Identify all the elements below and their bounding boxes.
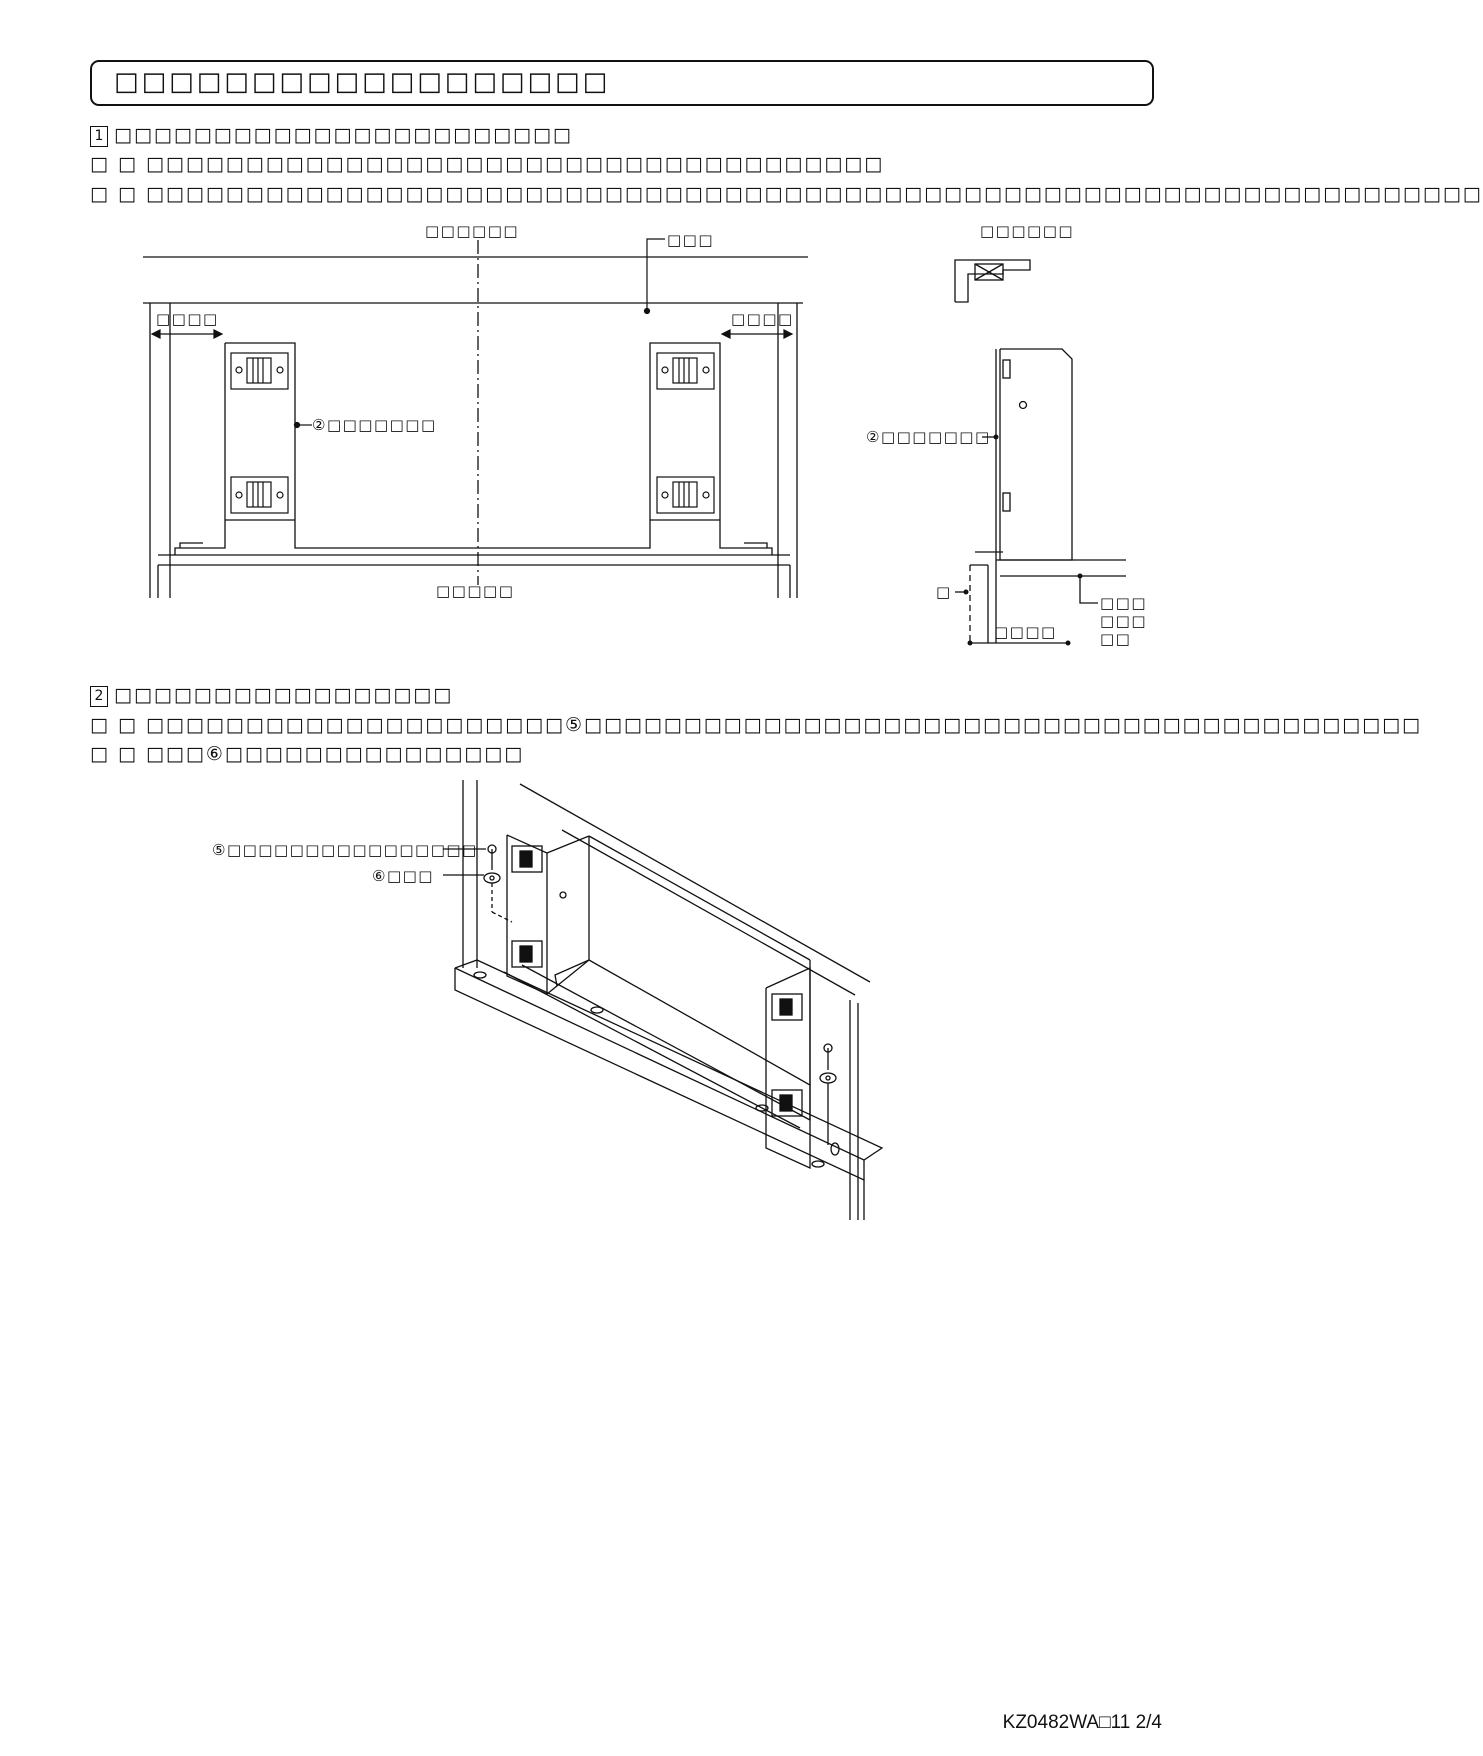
fig3-label-washer: ⑥□□□ — [372, 867, 434, 885]
step2-line1: □ □ □□□□□□□□□□□□□□□□□□□□□⑤□□□□□□□□□□□□□□□□□□□□□□□□□□□□□□□□□□□□□□□□□□ — [90, 714, 1422, 736]
screw-left — [488, 845, 496, 870]
step1-heading-text: □□□□□□□□□□□□□□□□□□□□□□□ — [114, 124, 573, 146]
fig1-label-right-gap: □□□□ — [731, 310, 794, 328]
washer-right — [820, 1073, 836, 1145]
step1-number: 1 — [90, 126, 108, 147]
fig1-label-bottom: □□□□□ — [436, 582, 515, 600]
step2-number: 2 — [90, 686, 108, 707]
fig2-label-bracket: ②□□□□□□□ — [866, 428, 991, 446]
fig1-label-left-gap: □□□□ — [156, 310, 219, 328]
step2-heading-text: □□□□□□□□□□□□□□□□□ — [114, 684, 454, 706]
fig2-label-side3: □□ — [1100, 630, 1132, 648]
screw-right — [824, 1044, 832, 1070]
washer-left — [484, 873, 512, 922]
page-title: □□□□□□□□□□□□□□□□□□ — [114, 67, 611, 97]
fig1-label-bracket: ②□□□□□□□ — [312, 416, 437, 434]
fig1-label-wall: □□□ — [667, 231, 715, 249]
step1-line2: □ □ □□□□□□□□□□□□□□□□□□□□□□□□□□□□□□□□□□□□□□□□□□□□□□□□□□□□□□□□□□□□□□□□□□□ — [90, 183, 1483, 205]
step1-line1: □ □ □□□□□□□□□□□□□□□□□□□□□□□□□□□□□□□□□□□□□ — [90, 153, 885, 175]
fig2-label-dim: □□□□ — [994, 623, 1057, 641]
page-number: KZ0482WA□11 2/4 — [1002, 1712, 1162, 1733]
fig2-label-side1: □□□ — [1100, 594, 1148, 612]
fig2-label-small: □ — [936, 583, 952, 601]
fig2-label-top: □□□□□□ — [980, 222, 1075, 240]
fig1-label-top: □□□□□□ — [425, 222, 520, 240]
step2-line2: □ □ □□□⑥□□□□□□□□□□□□□□□ — [90, 743, 525, 765]
fig3-label-screw: ⑤□□□□□□□□□□□□□□□□ — [212, 841, 478, 859]
fig2-label-side2: □□□ — [1100, 612, 1148, 630]
